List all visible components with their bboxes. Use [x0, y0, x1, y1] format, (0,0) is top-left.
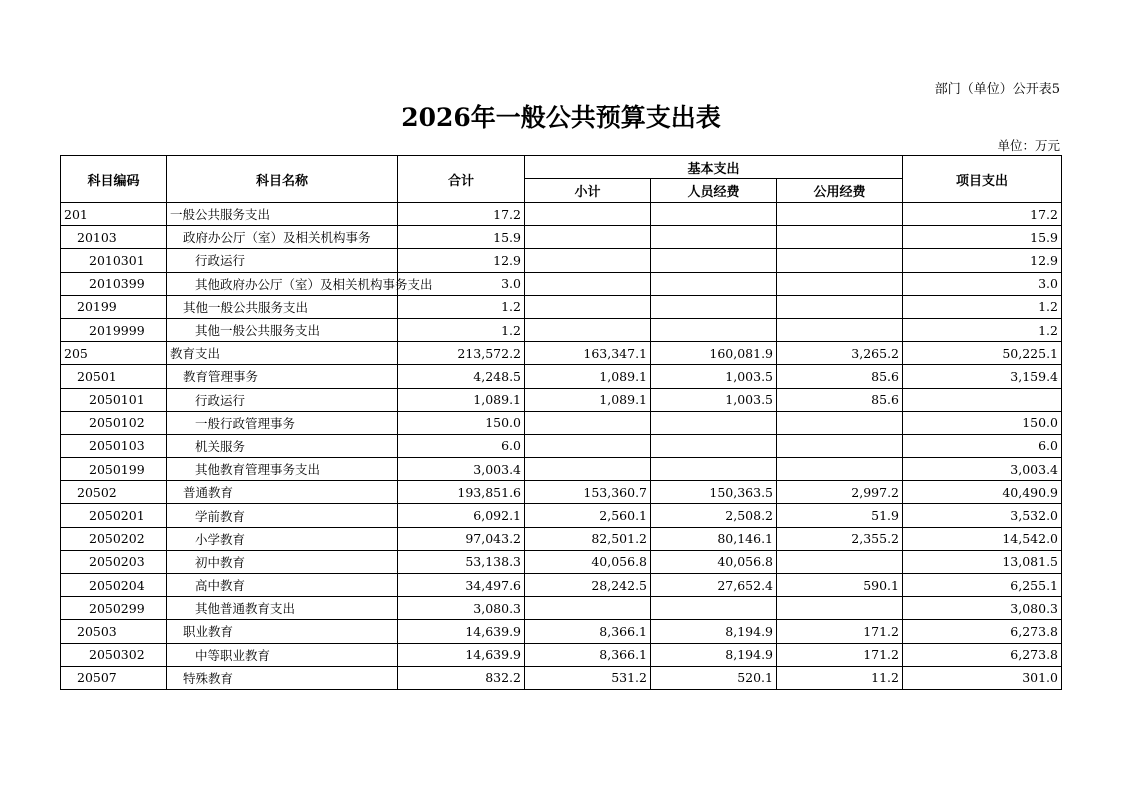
cell-project: 15.9 [903, 226, 1062, 249]
cell-project: 17.2 [903, 203, 1062, 226]
cell-total: 14,639.9 [398, 643, 525, 666]
col-header-code: 科目编码 [61, 156, 167, 203]
cell-subtotal: 82,501.2 [525, 527, 651, 550]
cell-name: 机关服务 [167, 434, 398, 457]
cell-name: 其他政府办公厅（室）及相关机构事务支出 [167, 272, 398, 295]
cell-project: 6.0 [903, 434, 1062, 457]
cell-personnel: 160,081.9 [651, 342, 777, 365]
cell-subtotal [525, 458, 651, 481]
table-row [61, 342, 1062, 365]
cell-public: 85.6 [777, 365, 903, 388]
cell-personnel [651, 295, 777, 318]
cell-personnel [651, 458, 777, 481]
cell-public [777, 597, 903, 620]
cell-subtotal [525, 318, 651, 341]
col-header-total: 合计 [398, 156, 525, 203]
cell-name: 特殊教育 [167, 666, 398, 689]
table-header [61, 156, 1062, 203]
cell-total: 193,851.6 [398, 481, 525, 504]
report-table-number: 部门（单位）公开表5 [934, 82, 1060, 97]
cell-subtotal: 531.2 [525, 666, 651, 689]
col-header-subtotal: 小计 [525, 179, 651, 203]
cell-code: 20507 [61, 666, 167, 689]
cell-total: 14,639.9 [398, 620, 525, 643]
cell-public [777, 550, 903, 573]
col-header-name: 科目名称 [167, 156, 398, 203]
table-row [61, 388, 1062, 411]
cell-public: 2,997.2 [777, 481, 903, 504]
cell-subtotal [525, 226, 651, 249]
table-row [61, 620, 1062, 643]
cell-public [777, 226, 903, 249]
cell-name: 一般公共服务支出 [167, 203, 398, 226]
cell-code: 2050302 [61, 643, 167, 666]
cell-public [777, 249, 903, 272]
cell-public [777, 434, 903, 457]
cell-personnel: 40,056.8 [651, 550, 777, 573]
cell-name: 教育支出 [167, 342, 398, 365]
table-row [61, 226, 1062, 249]
cell-code: 2050103 [61, 434, 167, 457]
table-row [61, 597, 1062, 620]
cell-project: 14,542.0 [903, 527, 1062, 550]
cell-project: 1.2 [903, 318, 1062, 341]
cell-total: 1.2 [398, 318, 525, 341]
table-row [61, 434, 1062, 457]
cell-total: 3,003.4 [398, 458, 525, 481]
cell-name: 教育管理事务 [167, 365, 398, 388]
cell-project: 6,273.8 [903, 620, 1062, 643]
cell-subtotal [525, 411, 651, 434]
cell-personnel [651, 226, 777, 249]
cell-code: 201 [61, 203, 167, 226]
cell-code: 2050201 [61, 504, 167, 527]
cell-code: 2050202 [61, 527, 167, 550]
cell-personnel [651, 249, 777, 272]
cell-personnel: 520.1 [651, 666, 777, 689]
cell-public: 171.2 [777, 643, 903, 666]
table-row [61, 504, 1062, 527]
cell-code: 2050204 [61, 574, 167, 597]
cell-subtotal [525, 295, 651, 318]
cell-code: 20502 [61, 481, 167, 504]
cell-total: 3,080.3 [398, 597, 525, 620]
cell-project: 40,490.9 [903, 481, 1062, 504]
cell-subtotal [525, 203, 651, 226]
table-row [61, 481, 1062, 504]
cell-personnel: 8,194.9 [651, 620, 777, 643]
cell-personnel: 1,003.5 [651, 388, 777, 411]
cell-subtotal [525, 434, 651, 457]
cell-public [777, 458, 903, 481]
cell-code: 20103 [61, 226, 167, 249]
cell-public: 171.2 [777, 620, 903, 643]
cell-public [777, 272, 903, 295]
cell-public: 11.2 [777, 666, 903, 689]
cell-total: 6.0 [398, 434, 525, 457]
cell-project: 6,273.8 [903, 643, 1062, 666]
unit-label: 单位：万元 [997, 138, 1060, 153]
cell-name: 其他一般公共服务支出 [167, 318, 398, 341]
cell-public: 85.6 [777, 388, 903, 411]
cell-project: 150.0 [903, 411, 1062, 434]
cell-name: 学前教育 [167, 504, 398, 527]
cell-total: 150.0 [398, 411, 525, 434]
table-row [61, 527, 1062, 550]
cell-name: 政府办公厅（室）及相关机构事务 [167, 226, 398, 249]
cell-personnel [651, 411, 777, 434]
table-row [61, 295, 1062, 318]
table-row [61, 550, 1062, 573]
cell-subtotal [525, 249, 651, 272]
cell-subtotal: 163,347.1 [525, 342, 651, 365]
cell-personnel [651, 272, 777, 295]
cell-name: 小学教育 [167, 527, 398, 550]
table-row [61, 318, 1062, 341]
cell-total: 53,138.3 [398, 550, 525, 573]
cell-project: 3,159.4 [903, 365, 1062, 388]
cell-personnel: 150,363.5 [651, 481, 777, 504]
cell-total: 4,248.5 [398, 365, 525, 388]
cell-code: 2050199 [61, 458, 167, 481]
col-header-public: 公用经费 [777, 179, 903, 203]
cell-code: 2010301 [61, 249, 167, 272]
cell-project: 12.9 [903, 249, 1062, 272]
cell-name: 中等职业教育 [167, 643, 398, 666]
budget-expenditure-table [60, 155, 1062, 690]
cell-total: 15.9 [398, 226, 525, 249]
cell-total: 12.9 [398, 249, 525, 272]
table-row [61, 203, 1062, 226]
table-row [61, 272, 1062, 295]
cell-name: 行政运行 [167, 249, 398, 272]
cell-name: 其他普通教育支出 [167, 597, 398, 620]
cell-subtotal [525, 597, 651, 620]
cell-total: 3.0 [398, 272, 525, 295]
cell-project: 6,255.1 [903, 574, 1062, 597]
cell-total: 832.2 [398, 666, 525, 689]
page-title: 2026年一般公共预算支出表 [401, 103, 721, 132]
cell-code: 205 [61, 342, 167, 365]
cell-public: 2,355.2 [777, 527, 903, 550]
cell-public [777, 411, 903, 434]
cell-personnel: 8,194.9 [651, 643, 777, 666]
cell-subtotal: 8,366.1 [525, 620, 651, 643]
cell-total: 1.2 [398, 295, 525, 318]
cell-code: 20199 [61, 295, 167, 318]
cell-name: 其他教育管理事务支出 [167, 458, 398, 481]
cell-personnel: 27,652.4 [651, 574, 777, 597]
table-row [61, 666, 1062, 689]
cell-project: 301.0 [903, 666, 1062, 689]
cell-total: 6,092.1 [398, 504, 525, 527]
col-header-basic-expenditure: 基本支出 [525, 156, 903, 179]
table-row [61, 643, 1062, 666]
cell-code: 20501 [61, 365, 167, 388]
cell-name: 其他一般公共服务支出 [167, 295, 398, 318]
cell-personnel: 1,003.5 [651, 365, 777, 388]
cell-public: 590.1 [777, 574, 903, 597]
table-row [61, 574, 1062, 597]
col-header-personnel: 人员经费 [651, 179, 777, 203]
cell-name: 初中教育 [167, 550, 398, 573]
cell-project: 3,003.4 [903, 458, 1062, 481]
cell-project: 1.2 [903, 295, 1062, 318]
table-row [61, 249, 1062, 272]
cell-subtotal: 2,560.1 [525, 504, 651, 527]
cell-total: 34,497.6 [398, 574, 525, 597]
cell-subtotal: 28,242.5 [525, 574, 651, 597]
cell-total: 17.2 [398, 203, 525, 226]
cell-personnel: 80,146.1 [651, 527, 777, 550]
cell-public [777, 295, 903, 318]
cell-personnel [651, 203, 777, 226]
table-row [61, 411, 1062, 434]
table-row [61, 365, 1062, 388]
table-body [61, 203, 1062, 690]
cell-project: 13,081.5 [903, 550, 1062, 573]
cell-personnel: 2,508.2 [651, 504, 777, 527]
cell-name: 高中教育 [167, 574, 398, 597]
cell-subtotal: 8,366.1 [525, 643, 651, 666]
cell-code: 2050101 [61, 388, 167, 411]
cell-subtotal: 40,056.8 [525, 550, 651, 573]
cell-name: 一般行政管理事务 [167, 411, 398, 434]
cell-code: 20503 [61, 620, 167, 643]
cell-name: 普通教育 [167, 481, 398, 504]
cell-code: 2050299 [61, 597, 167, 620]
cell-public [777, 203, 903, 226]
cell-subtotal [525, 272, 651, 295]
cell-personnel [651, 434, 777, 457]
cell-subtotal: 153,360.7 [525, 481, 651, 504]
table-row [61, 458, 1062, 481]
col-header-project-expenditure: 项目支出 [903, 156, 1062, 203]
cell-code: 2050102 [61, 411, 167, 434]
cell-project [903, 388, 1062, 411]
cell-personnel [651, 318, 777, 341]
cell-total: 213,572.2 [398, 342, 525, 365]
cell-total: 1,089.1 [398, 388, 525, 411]
cell-subtotal: 1,089.1 [525, 365, 651, 388]
cell-total: 97,043.2 [398, 527, 525, 550]
cell-personnel [651, 597, 777, 620]
cell-project: 3,532.0 [903, 504, 1062, 527]
cell-public [777, 318, 903, 341]
cell-name: 职业教育 [167, 620, 398, 643]
cell-code: 2050203 [61, 550, 167, 573]
cell-code: 2010399 [61, 272, 167, 295]
cell-project: 3.0 [903, 272, 1062, 295]
cell-code: 2019999 [61, 318, 167, 341]
cell-project: 50,225.1 [903, 342, 1062, 365]
cell-name: 行政运行 [167, 388, 398, 411]
cell-subtotal: 1,089.1 [525, 388, 651, 411]
cell-public: 3,265.2 [777, 342, 903, 365]
cell-project: 3,080.3 [903, 597, 1062, 620]
cell-public: 51.9 [777, 504, 903, 527]
